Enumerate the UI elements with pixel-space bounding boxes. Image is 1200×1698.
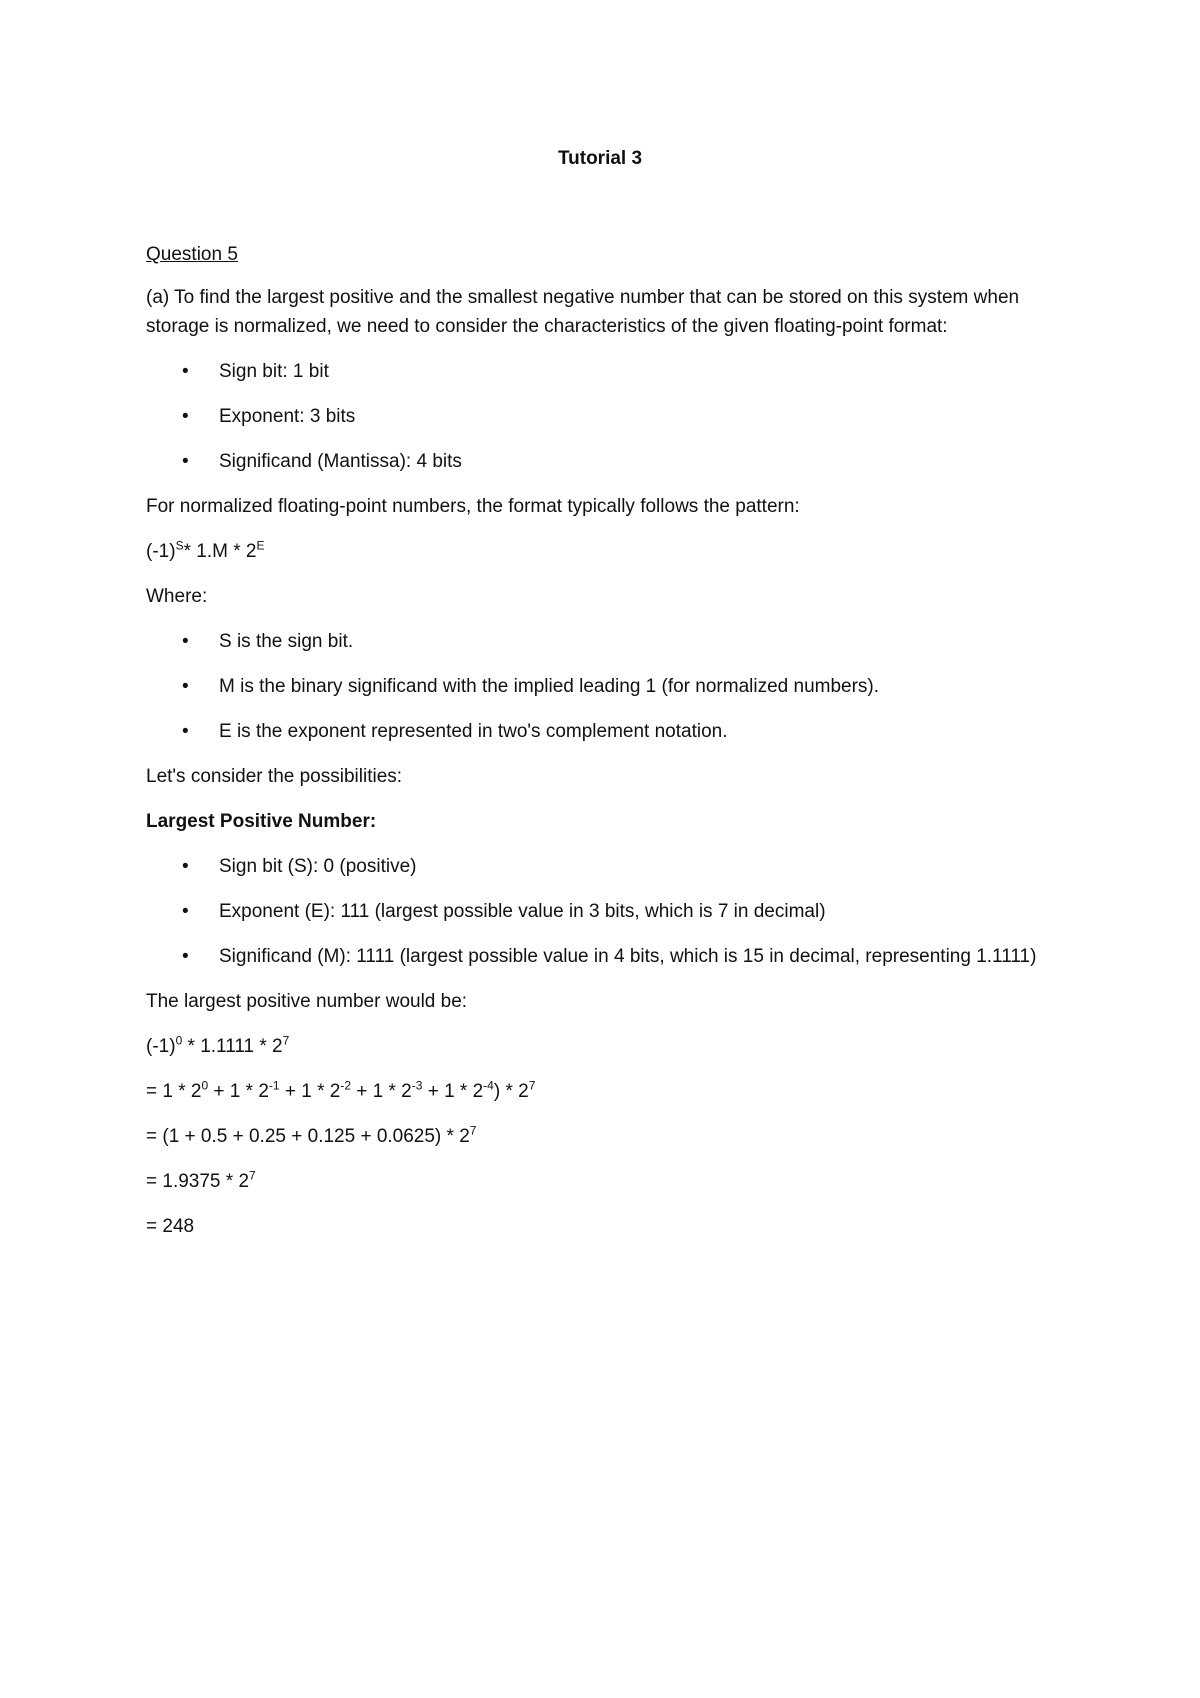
bullet-icon: • — [182, 946, 189, 967]
list-item — [146, 402, 1046, 431]
largest-heading: Largest Positive Number: — [146, 811, 377, 832]
calc-line-3: = $(1 + 0.5 + 0.25 + 0.125 + 0.0625) * 2^7$ — [146, 1123, 477, 1147]
list-item-text: E is the exponent represented in two's complement notation. — [219, 721, 728, 742]
possibilities-intro: Let's consider the possibilities: — [146, 766, 403, 787]
format-list — [146, 357, 1046, 476]
list-item-text: S is the sign bit. — [219, 631, 354, 652]
bullet-icon: • — [182, 406, 189, 427]
calc-line-1: $(-1)^0 * 1.1111 * 2^7$ — [146, 1033, 290, 1057]
pattern-intro: For normalized floating-point numbers, the format typically follows the pattern: — [146, 496, 800, 517]
document-title: Tutorial 3 — [557, 148, 643, 169]
list-item-text: Significand (Mantissa): 4 bits — [219, 451, 462, 472]
list-item — [146, 897, 1046, 926]
bullet-icon: • — [182, 361, 189, 382]
list-item — [146, 942, 1046, 971]
calc-line-5: = 248 — [146, 1216, 195, 1237]
list-item-text: Exponent (E): 111 (largest possible value in 3 bits, which is 7 in decimal) — [219, 901, 826, 922]
bullet-icon: • — [182, 451, 189, 472]
list-item — [146, 672, 1046, 701]
list-item-text: Exponent: 3 bits — [219, 406, 356, 427]
bullet-icon: • — [182, 631, 189, 652]
list-item-text: Sign bit (S): 0 (positive) — [219, 856, 417, 877]
calc-line-2: = $1 * 2^0 + 1 * 2^{-1} + 1 * 2^{-2} + 1 * 2^{-3} + 1 * 2^{-4}) * 2^7$ — [146, 1078, 536, 1102]
list-item-text: Sign bit: 1 bit — [219, 361, 329, 382]
list-item — [146, 627, 1046, 656]
list-item — [146, 852, 1046, 881]
list-item-text: M is the binary significand with the implied leading 1 (for normalized numbers). — [219, 676, 880, 697]
question-heading: Question 5 — [146, 244, 238, 265]
calc-line-4: = $1.9375 * 2^7$ — [146, 1168, 256, 1192]
intro-paragraph: (a) To find the largest positive and the smallest negative number that can be stored on this system when storage is normalized, we need to consider the characteristics of the given floating-point format: — [146, 287, 1020, 337]
list-item — [146, 357, 1046, 386]
where-label: Where: — [146, 586, 208, 607]
bullet-icon: • — [182, 721, 189, 742]
result-intro: The largest positive number would be: — [146, 991, 468, 1012]
bullet-icon: • — [182, 901, 189, 922]
list-item — [146, 447, 1046, 476]
list-item-text: Significand (M): 1111 (largest possible value in 4 bits, which is 15 in decimal, representing 1.1111) — [219, 946, 1037, 967]
document-body — [146, 240, 1046, 1257]
list-item — [146, 717, 1046, 746]
bullet-icon: • — [182, 856, 189, 877]
largest-list — [146, 852, 1046, 971]
format-formula: $(-1)^S*$ $1.M * 2^E$ — [146, 538, 265, 562]
bullet-icon: • — [182, 676, 189, 697]
where-list — [146, 627, 1046, 746]
